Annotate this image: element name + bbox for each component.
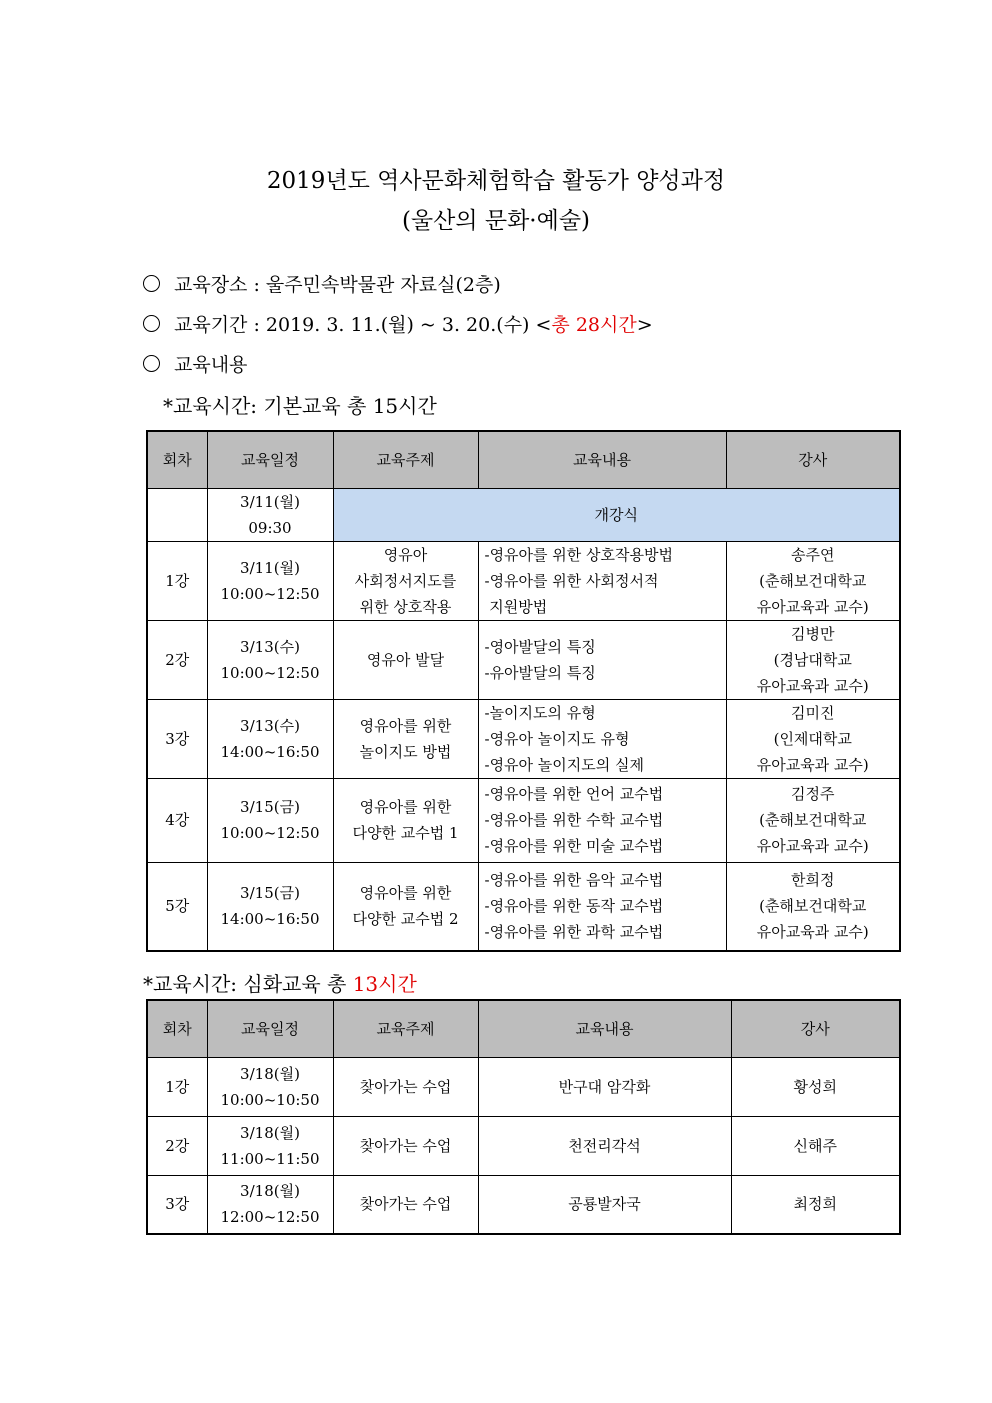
header-no: 회차 bbox=[147, 431, 207, 488]
basic-header-row bbox=[147, 431, 900, 488]
page-subtitle: (울산의 문화·예술) bbox=[401, 208, 591, 234]
page-title: 2019년도 역사문화체험학습 활동가 양성과정 bbox=[266, 168, 726, 194]
circle-bullet-icon bbox=[143, 275, 160, 292]
table-row: 4강 3/15(금) 10:00~12:50 영유아를 위한 다양한 교수법 1 -영유아를 위한 언어 교수법 -영유아를 위한 수학 교수법 -영유아를 위한 미술 교수법 김정주 (춘해보건대학교 유아교육과 교수) bbox=[147, 778, 900, 862]
opening-date: 3/11(월) 09:30 bbox=[207, 488, 333, 541]
info-place bbox=[143, 270, 501, 297]
opening-label: 개강식 bbox=[333, 488, 900, 541]
table-row: 2강 3/13(수) 10:00~12:50 영유아 발달 -영아발달의 특징 -유아발달의 특징 김병만 (경남대학교 유아교육과 교수) bbox=[147, 620, 900, 699]
circle-bullet-icon bbox=[143, 355, 160, 372]
period-end: > bbox=[636, 314, 653, 336]
header-topic: 교육주제 bbox=[333, 431, 478, 488]
table-row: 2강 3/18(월) 11:00~11:50 찾아가는 수업 천전리각석 신해주 bbox=[147, 1116, 900, 1175]
info-content bbox=[143, 350, 247, 377]
opening-no bbox=[147, 488, 207, 541]
advanced-header-row: 회차 교육일정 교육주제 교육내용 강사 bbox=[147, 1000, 900, 1057]
period-total: 총 28시간 bbox=[551, 314, 637, 336]
content-text: 교육내용 bbox=[174, 354, 248, 376]
advanced-heading: *교육시간: 심화교육 총 13시간 bbox=[143, 972, 417, 996]
info-period bbox=[143, 310, 653, 337]
place-text: 교육장소 : 울주민속박물관 자료실(2층) bbox=[174, 274, 501, 296]
table-row: 5강 3/15(금) 14:00~16:50 영유아를 위한 다양한 교수법 2 -영유아를 위한 음악 교수법 -영유아를 위한 동작 교수법 -영유아를 위한 과학 교수법 한희정 (춘해보건대학교 유아교육과 교수) bbox=[147, 862, 900, 951]
header-date: 교육일정 bbox=[207, 431, 333, 488]
advanced-table bbox=[146, 999, 901, 1235]
basic-heading: *교육시간: 기본교육 총 15시간 bbox=[163, 394, 437, 418]
header-lecturer: 강사 bbox=[726, 431, 900, 488]
table-row: 1강 3/11(월) 10:00~12:50 영유아 사회정서지도를 위한 상호작용 -영유아를 위한 상호작용방법 -영유아를 위한 사회정서적 지원방법 송주연 (춘해보건대학교 유아교육과 교수) bbox=[147, 541, 900, 620]
table-row: 3강 3/18(월) 12:00~12:50 찾아가는 수업 공룡발자국 최정희 bbox=[147, 1175, 900, 1234]
table-row: 3강 3/13(수) 14:00~16:50 영유아를 위한 놀이지도 방법 -놀이지도의 유형 -영유아 놀이지도 유형 -영유아 놀이지도의 실제 김미진 (인제대학교 유아교육과 교수) bbox=[147, 699, 900, 778]
basic-table bbox=[146, 430, 901, 952]
opening-row bbox=[147, 488, 900, 541]
advanced-total: 13시간 bbox=[352, 972, 417, 996]
header-content: 교육내용 bbox=[478, 431, 726, 488]
table-row: 1강 3/18(월) 10:00~10:50 찾아가는 수업 반구대 암각화 황성희 bbox=[147, 1057, 900, 1116]
circle-bullet-icon bbox=[143, 315, 160, 332]
period-text: 교육기간 : 2019. 3. 11.(월) ~ 3. 20.(수) < bbox=[174, 314, 552, 336]
